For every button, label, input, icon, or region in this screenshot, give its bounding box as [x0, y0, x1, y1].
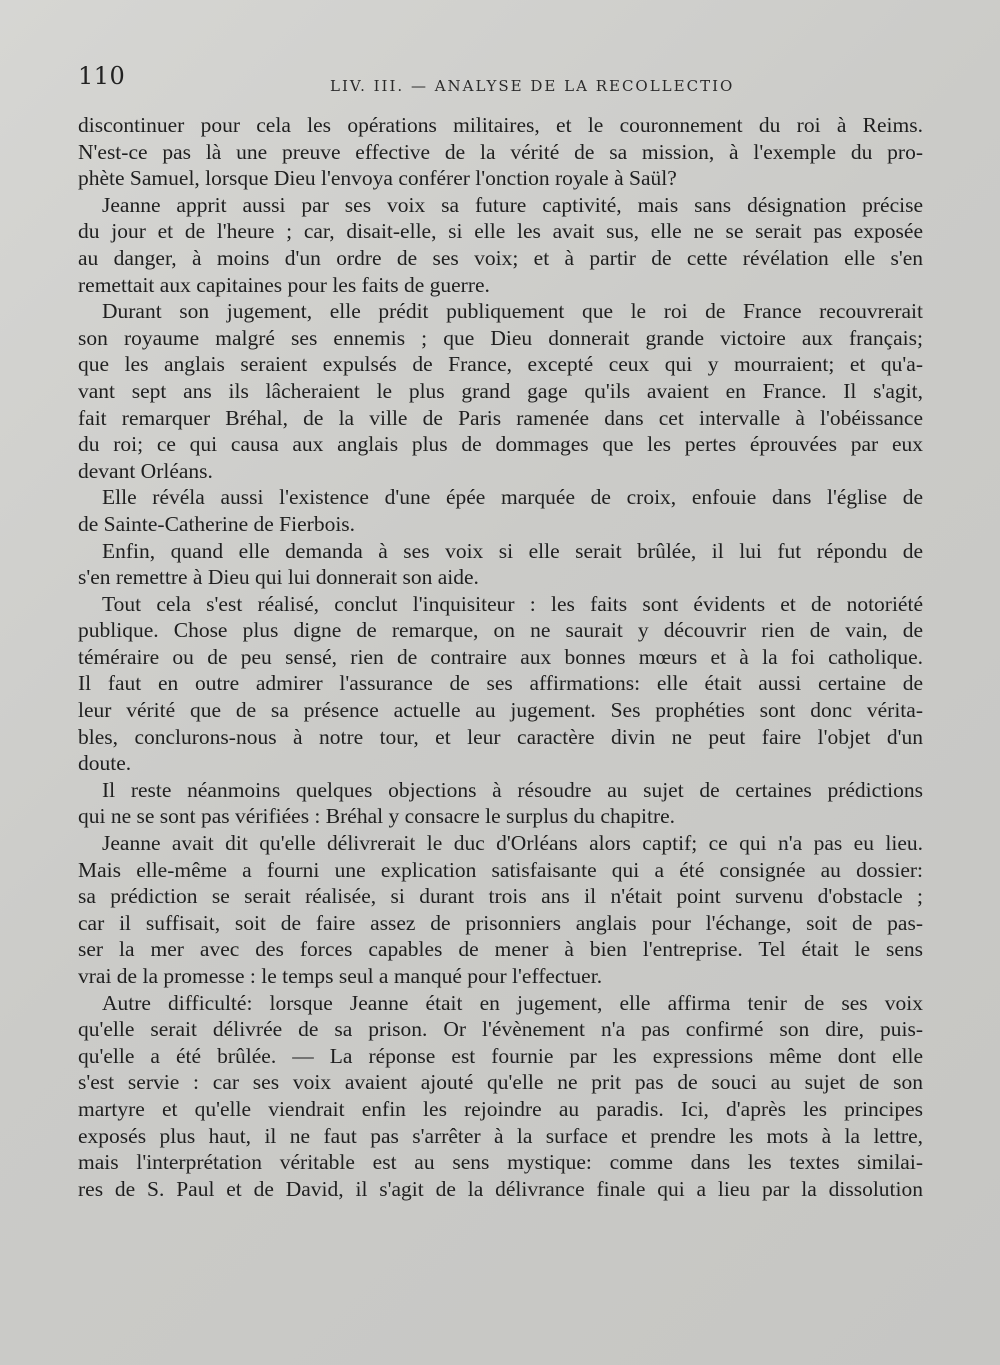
- text-line: ser la mer avec des forces capables de mener à bien l'entreprise. Tel était le sens: [78, 937, 923, 962]
- text-line: Il faut en outre admirer l'assurance de ses affirmations: elle était aussi certaine de: [78, 671, 923, 696]
- text-line: publique. Chose plus digne de remarque, on ne saurait y découvrir rien de vain, de: [78, 618, 923, 643]
- text-line: mais l'interprétation véritable est au sens mystique: comme dans les textes similai-: [78, 1150, 923, 1175]
- text-line: Tout cela s'est réalisé, conclut l'inquisiteur : les faits sont évidents et de notoriété: [102, 591, 923, 616]
- text-line: fait remarquer Bréhal, de la ville de Paris ramenée dans cet intervalle à l'obéissance: [78, 405, 923, 430]
- text-line: vrai de la promesse : le temps seul a manqué pour l'effectuer.: [78, 964, 603, 988]
- text-line: martyre et qu'elle viendrait enfin les rejoindre au paradis. Ici, d'après les principes: [78, 1096, 923, 1121]
- text-line: sa prédiction se serait réalisée, si durant trois ans il n'était point survenu d'obstacle ;: [78, 884, 923, 909]
- text-line: remettait aux capitaines pour les faits de guerre.: [78, 272, 490, 297]
- text-line: car il suffisait, soit de faire assez de prisonniers anglais pour l'échange, soit de pas-: [78, 910, 923, 935]
- text-line: s'est servie : car ses voix avaient ajouté qu'elle ne prit pas de souci au sujet de son: [78, 1070, 923, 1095]
- text-line: doute.: [78, 751, 132, 776]
- text-line: res de S. Paul et de David, il s'agit de la délivrance finale qui a lieu par la dissolution: [78, 1176, 923, 1201]
- text-line: qui ne se sont pas vérifiées : Bréhal y consacre le surplus du chapitre.: [78, 804, 676, 829]
- text-line: bles, conclurons-nous à notre tour, et leur caractère divin ne peut faire l'objet d'un: [78, 724, 923, 749]
- text-line: Jeanne apprit aussi par ses voix sa future captivité, mais sans désignation précise: [102, 192, 923, 217]
- text-line: Jeanne avait dit qu'elle délivrerait le duc d'Orléans alors captif; ce qui n'a pas eu lieu.: [102, 831, 923, 856]
- text-line: téméraire ou de peu sensé, rien de contraire aux bonnes mœurs et à la foi catholique.: [78, 644, 923, 669]
- text-line: devant Orléans.: [78, 458, 213, 483]
- text-line: de Sainte-Catherine de Fierbois.: [78, 511, 356, 536]
- text-line: phète Samuel, lorsque Dieu l'envoya conférer l'onction royale à Saül?: [78, 166, 677, 191]
- text-line: leur vérité que de sa présence actuelle au jugement. Ses prophéties sont donc vérita-: [78, 698, 923, 723]
- text-line: Durant son jugement, elle prédit publiquement que le roi de France recouvrerait: [102, 299, 923, 324]
- running-head: LIV. III. — ANALYSE DE LA RECOLLECTIO: [330, 77, 735, 95]
- text-line: discontinuer pour cela les opérations militaires, et le couronnement du roi à Reims.: [78, 113, 923, 137]
- text-line: s'en remettre à Dieu qui lui donnerait son aide.: [78, 565, 479, 590]
- body-text: [78, 112, 923, 1202]
- text-line: Il reste néanmoins quelques objections à résoudre au sujet de certaines prédictions: [102, 777, 923, 802]
- text-line: son royaume malgré ses ennemis ; que Dieu donnerait grande victoire aux français;: [78, 325, 923, 350]
- page-number: 110: [78, 62, 126, 90]
- text-line: du jour et de l'heure ; car, disait-elle, si elle les avait sus, elle ne se serait pas exposée: [78, 219, 923, 244]
- text-line: qu'elle a été brûlée. — La réponse est fournie par les expressions même dont elle: [78, 1043, 923, 1068]
- text-line: du roi; ce qui causa aux anglais plus de dommages que les pertes éprouvées par eux: [78, 432, 923, 457]
- text-line: N'est-ce pas là une preuve effective de la vérité de sa mission, à l'exemple du pro-: [78, 139, 923, 164]
- text-line: que les anglais seraient expulsés de France, excepté ceux qui y mourraient; et qu'a-: [78, 352, 923, 377]
- text-line: Autre difficulté: lorsque Jeanne était en jugement, elle affirma tenir de ses voix: [102, 990, 923, 1015]
- text-line: qu'elle serait délivrée de sa prison. Or l'évènement n'a pas confirmé son dire, puis-: [78, 1017, 923, 1042]
- text-line: exposés plus haut, il ne faut pas s'arrêter à la surface et prendre les mots à la lettre,: [78, 1123, 923, 1148]
- text-line: Elle révéla aussi l'existence d'une épée marquée de croix, enfouie dans l'église de: [102, 485, 923, 510]
- text-line: Mais elle-même a fourni une explication satisfaisante qui a été consignée au dossier:: [78, 857, 923, 882]
- text-line: Enfin, quand elle demanda à ses voix si elle serait brûlée, il lui fut répondu de: [102, 538, 923, 563]
- text-line: au danger, à moins d'un ordre de ses voix; et à partir de cette révélation elle s'en: [78, 245, 923, 270]
- text-line: vant sept ans ils lâcheraient le plus grand gage qu'ils avaient en France. Il s'agit,: [78, 378, 923, 403]
